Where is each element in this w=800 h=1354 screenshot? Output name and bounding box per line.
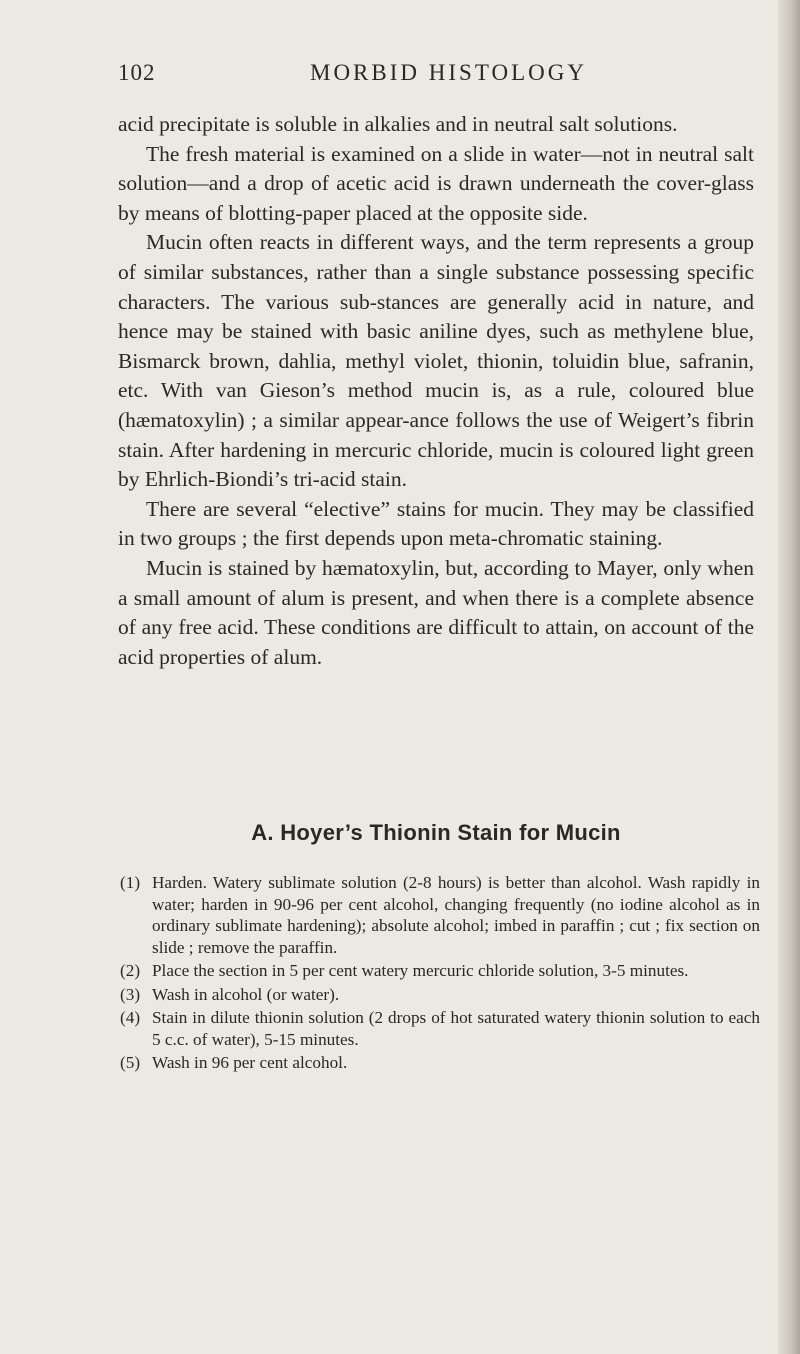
procedure-steps: [120, 872, 760, 1076]
step-number: (2): [120, 961, 141, 980]
step-number: (1): [120, 873, 141, 892]
paragraph: Mucin is stained by hæmatoxylin, but, according to Mayer, only when a small amount of alum is present, and when there is a complete absence of any free acid. These conditions are difficult to attain, on account of the acid properties of alum.: [118, 555, 754, 669]
step-text: Wash in alcohol (or water).: [152, 984, 340, 1004]
procedure-step: [120, 872, 760, 958]
step-text: Place the section in 5 per cent watery mercuric chloride solution, 3-5 minutes.: [152, 961, 689, 980]
paragraph: Mucin often reacts in different ways, and the term represents a group of similar substances, rather than a single substance possessing specific characters. The various sub-stances are generally acid in nature, and hence may be stained with basic aniline dyes, such as methylene blue, Bismarck brown, dahlia, methyl violet, thionin, toluidin blue, safranin, etc. With van Gieson’s method mucin is, as a rule, coloured blue (hæmatoxylin) ; a similar appear-ance follows the use of Weigert’s fibrin stain. After hardening in mercuric chloride, mucin is coloured light green by Ehrlich-Biondi’s tri-acid stain.: [118, 230, 754, 492]
body-text: [118, 110, 754, 672]
running-head: MORBID HISTOLOGY: [310, 60, 587, 85]
step-text: Harden. Watery sublimate solution (2-8 hours) is better than alcohol. Wash rapidly in water; harden in 90-96 per cent alcohol, changing frequently (no iodine alcohol as in ordinary sublimate hardening); absolute alcohol; imbed in paraffin ; cut ; fix section on slide ; remove the paraffin.: [152, 873, 760, 957]
page-header: [118, 60, 768, 94]
page-number: 102: [118, 60, 156, 85]
step-number: (4): [120, 1008, 141, 1027]
step-number: (5): [120, 1053, 141, 1072]
paragraph: There are several “elective” stains for mucin. They may be classified in two groups ; the first depends upon meta-chromatic staining.: [118, 496, 754, 551]
procedure-step: [120, 1007, 760, 1050]
step-text: Wash in 96 per cent alcohol.: [152, 1053, 348, 1072]
procedure-step: [120, 960, 760, 982]
section-heading: A. Hoyer’s Thionin Stain for Mucin: [251, 820, 621, 845]
step-text: Stain in dilute thionin solution (2 drops of hot saturated watery thionin solution to each 5 c.c. of water), 5-15 minutes.: [152, 1008, 760, 1049]
procedure-step: [120, 1052, 760, 1074]
procedure-step: [120, 984, 760, 1006]
paragraph: The fresh material is examined on a slide in water—not in neutral salt solution—and a drop of acetic acid is drawn underneath the cover-glass by means of blotting-paper placed at the opposite side.: [118, 141, 754, 225]
page-edge-shadow: [778, 0, 800, 1354]
paragraph: acid precipitate is soluble in alkalies and in neutral salt solutions.: [118, 112, 678, 136]
step-number: (3): [120, 984, 141, 1004]
